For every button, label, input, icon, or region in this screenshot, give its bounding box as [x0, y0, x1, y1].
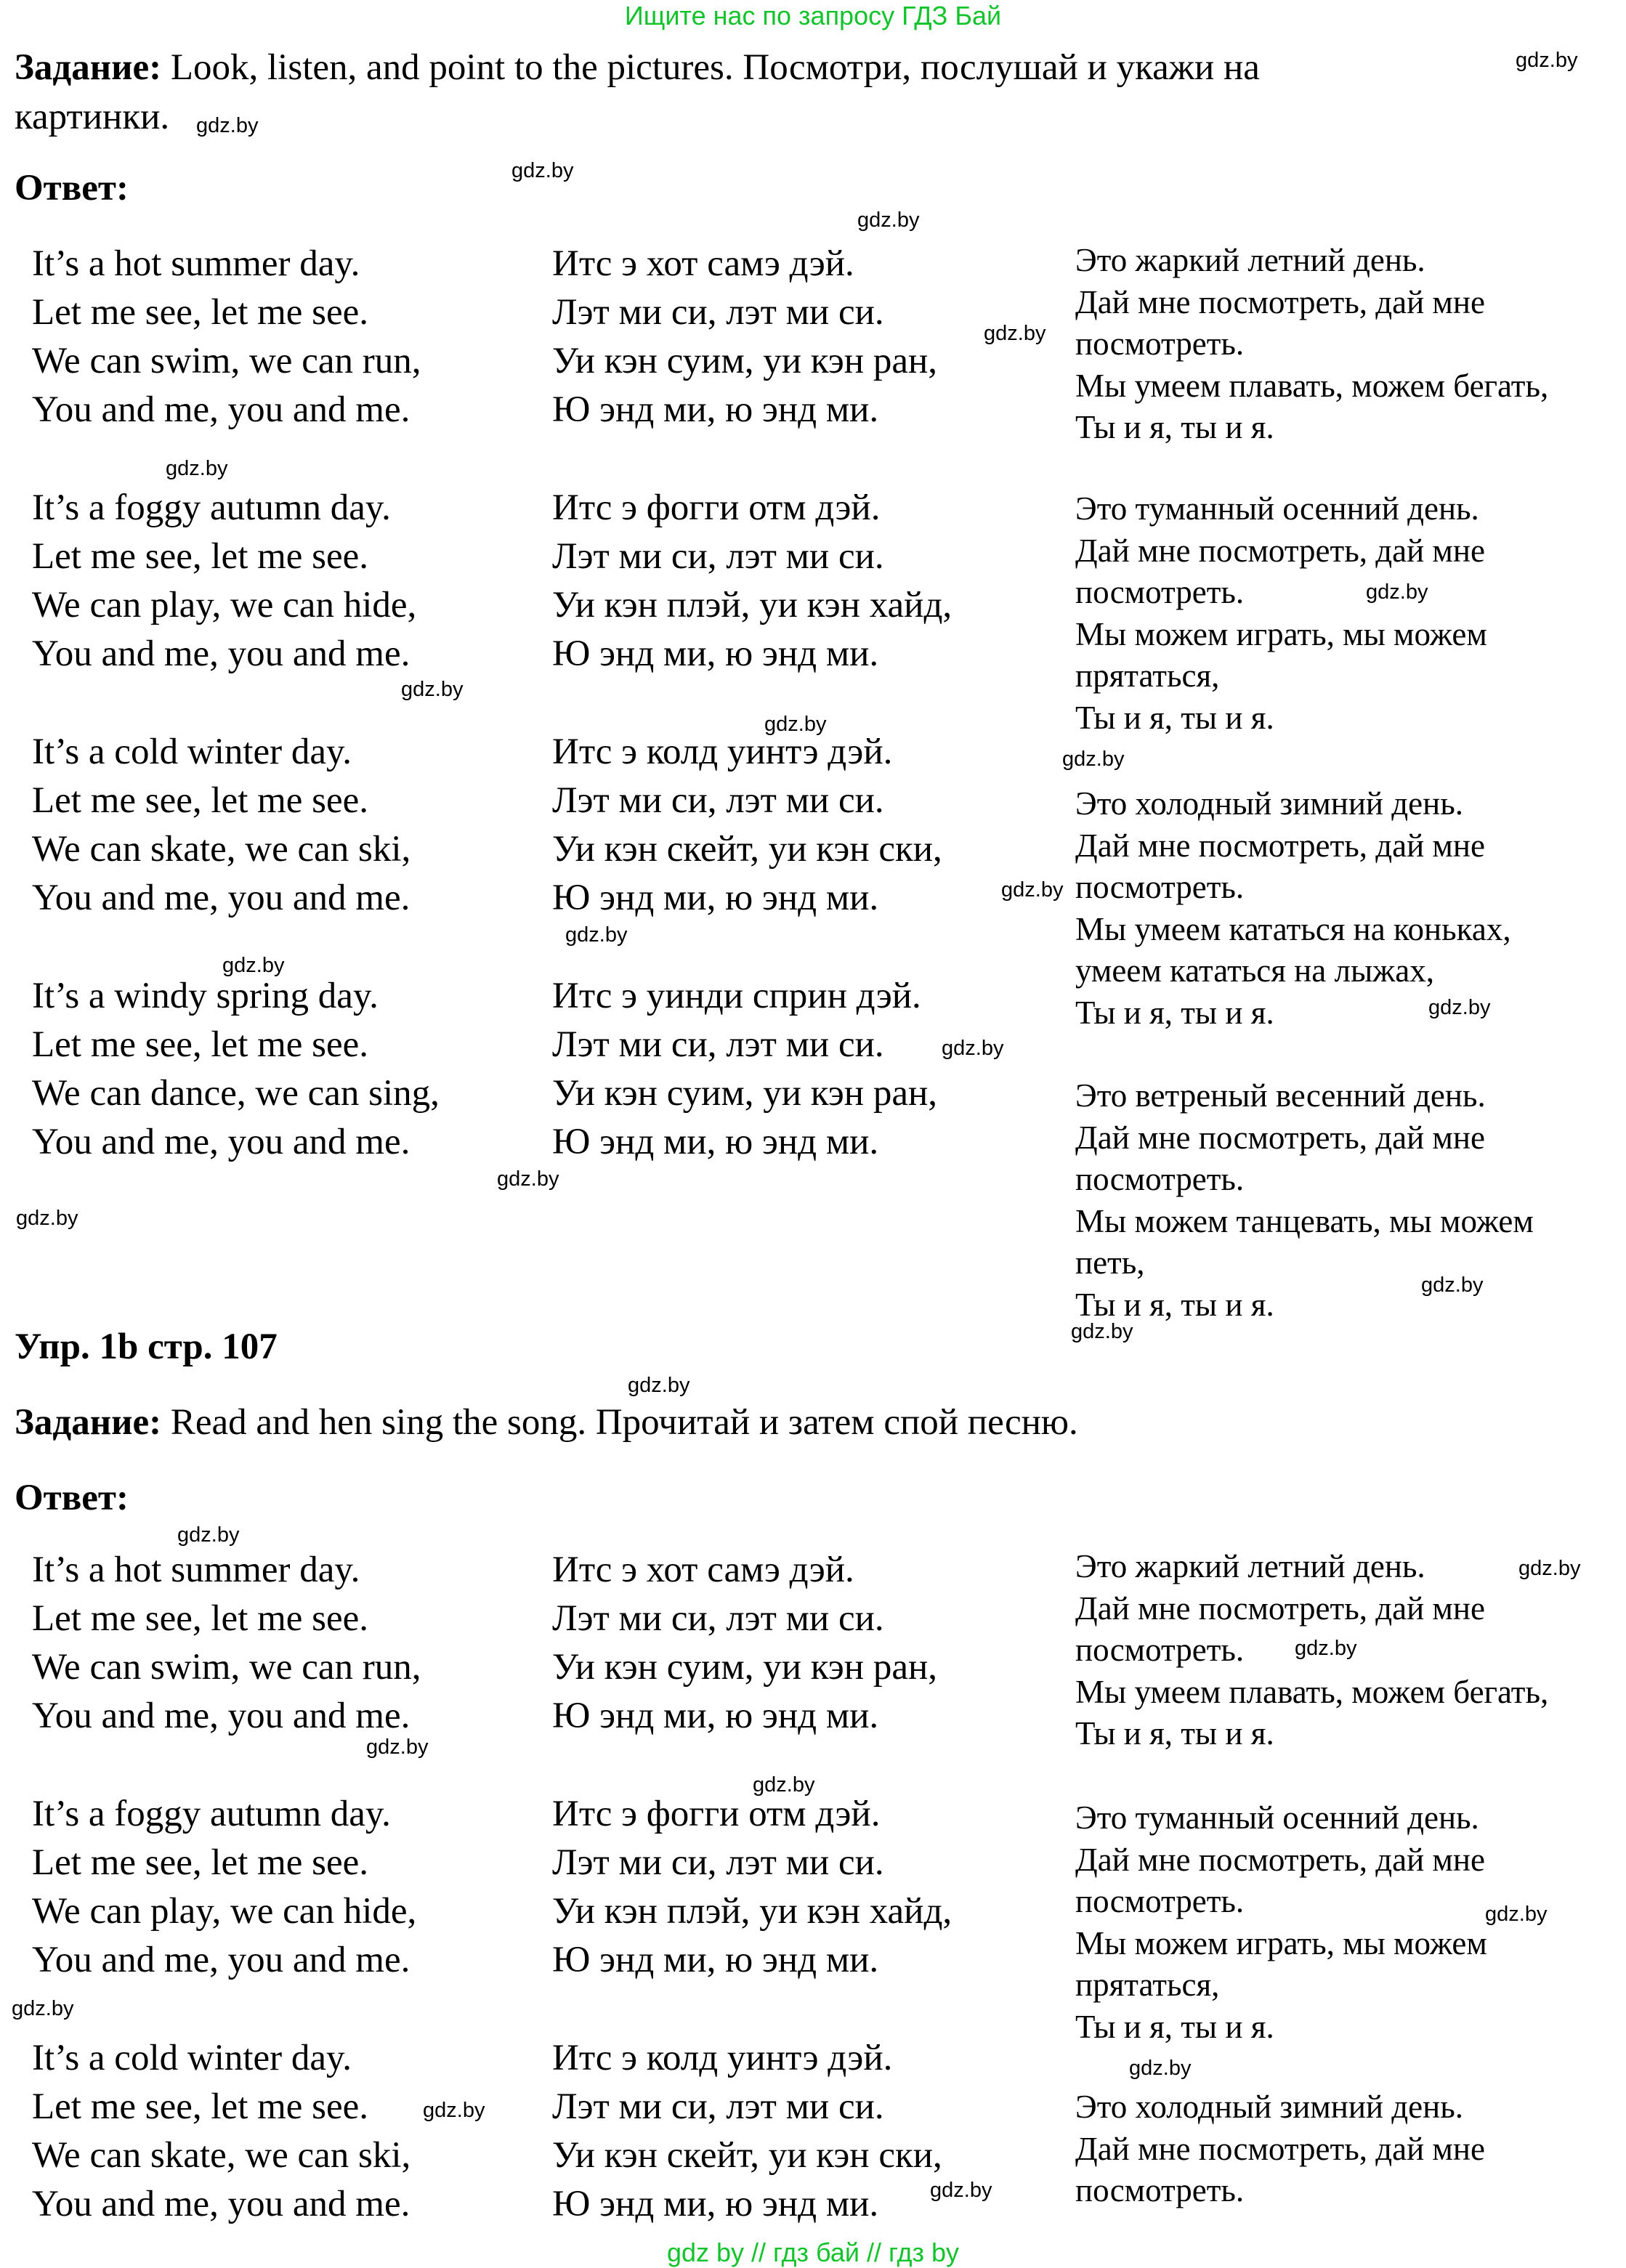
- transcription-line: Ю энд ми, ю энд ми.: [552, 2184, 879, 2224]
- russian-translation-line: Это ветреный весенний день.: [1075, 1077, 1486, 1114]
- transcription-line: Уи кэн суим, уи кэн ран,: [552, 341, 937, 381]
- english-lyrics: [32, 240, 421, 434]
- watermark: gdz.by: [12, 1997, 74, 2020]
- english-lyrics-line: We can play, we can hide,: [32, 1891, 417, 1932]
- russian-translation-line: Ты и я, ты и я.: [1075, 994, 1274, 1031]
- watermark: gdz.by: [753, 1773, 815, 1797]
- english-lyrics: [32, 1546, 421, 1741]
- russian-translation-line: посмотреть.: [1075, 2172, 1245, 2208]
- task2-label: Задание:: [15, 1402, 162, 1443]
- transcription-line: Итс э хот самэ дэй.: [552, 1550, 854, 1590]
- russian-translation-line: Дай мне посмотреть, дай мне: [1075, 1841, 1485, 1878]
- transcription-line: Уи кэн плэй, уи кэн хайд,: [552, 585, 952, 625]
- task1-text-line1: Look, listen, and point to the pictures. Посмотри, послушай и укажи на: [170, 47, 1260, 88]
- russian-translation-line: Дай мне посмотреть, дай мне: [1075, 1119, 1485, 1156]
- english-lyrics-line: You and me, you and me.: [32, 633, 410, 674]
- transcription-line: Ю энд ми, ю энд ми.: [552, 878, 879, 918]
- russian-translation-line: Это холодный зимний день.: [1075, 785, 1463, 822]
- transcription-line: Уи кэн скейт, уи кэн ски,: [552, 2135, 942, 2176]
- transcription-line: Ю энд ми, ю энд ми.: [552, 1940, 879, 1980]
- english-lyrics-line: We can play, we can hide,: [32, 585, 417, 625]
- english-lyrics-line: It’s a cold winter day.: [32, 2038, 352, 2078]
- english-lyrics-line: It’s a hot summer day.: [32, 1550, 360, 1590]
- answer-label-2: Ответ:: [15, 1478, 129, 1518]
- english-lyrics-line: Let me see, let me see.: [32, 780, 369, 821]
- english-lyrics-line: You and me, you and me.: [32, 1696, 410, 1736]
- task2-line: [15, 1400, 1078, 1445]
- english-lyrics-line: It’s a cold winter day.: [32, 732, 352, 772]
- russian-translation-line: посмотреть.: [1075, 1883, 1245, 1919]
- transcription-line: Уи кэн суим, уи кэн ран,: [552, 1647, 937, 1688]
- english-lyrics: [32, 2034, 410, 2229]
- transcription-line: Лэт ми си, лэт ми си.: [552, 2086, 884, 2127]
- transcription-line: Лэт ми си, лэт ми си.: [552, 536, 884, 577]
- english-lyrics-line: Let me see, let me see.: [32, 292, 369, 333]
- english-lyrics: [32, 972, 440, 1167]
- watermark: gdz.by: [1129, 2057, 1192, 2080]
- transcription-line: Уи кэн скейт, уи кэн ски,: [552, 829, 942, 870]
- transcription-line: Итс э колд уинтэ дэй.: [552, 2038, 893, 2078]
- english-lyrics-line: You and me, you and me.: [32, 389, 410, 430]
- transcription-line: Ю энд ми, ю энд ми.: [552, 633, 879, 674]
- english-lyrics-line: We can swim, we can run,: [32, 1647, 421, 1688]
- watermark: gdz.by: [930, 2179, 992, 2202]
- english-lyrics: [32, 1790, 416, 1985]
- transcription: [552, 240, 937, 434]
- task1-text-line2: картинки.: [15, 97, 170, 137]
- watermark: gdz.by: [1071, 1320, 1133, 1343]
- russian-translation: [1075, 2086, 1613, 2212]
- answer-label-1: Ответ:: [15, 168, 129, 208]
- transcription-line: Лэт ми си, лэт ми си.: [552, 292, 884, 333]
- watermark: gdz.by: [764, 713, 827, 736]
- english-lyrics-line: Let me see, let me see.: [32, 1024, 369, 1065]
- english-lyrics-line: You and me, you and me.: [32, 878, 410, 918]
- transcription-line: Уи кэн суим, уи кэн ран,: [552, 1073, 937, 1114]
- watermark: gdz.by: [1001, 878, 1064, 902]
- transcription-line: Итс э хот самэ дэй.: [552, 243, 854, 284]
- english-lyrics-line: It’s a foggy autumn day.: [32, 1794, 391, 1834]
- russian-translation-line: Мы можем танцевать, мы можем: [1075, 1202, 1534, 1239]
- english-lyrics-line: Let me see, let me see.: [32, 536, 369, 577]
- russian-translation-line: Дай мне посмотреть, дай мне: [1075, 532, 1485, 569]
- russian-translation-line: прятаться,: [1075, 1967, 1220, 2003]
- transcription-line: Уи кэн плэй, уи кэн хайд,: [552, 1891, 952, 1932]
- transcription-line: Итс э уинди сприн дэй.: [552, 976, 921, 1016]
- watermark: gdz.by: [1295, 1637, 1357, 1660]
- english-lyrics-line: It’s a hot summer day.: [32, 243, 360, 284]
- transcription-line: Лэт ми си, лэт ми си.: [552, 1024, 884, 1065]
- watermark: gdz.by: [222, 954, 285, 977]
- russian-translation-line: Дай мне посмотреть, дай мне: [1075, 283, 1485, 320]
- transcription-line: Лэт ми си, лэт ми си.: [552, 1598, 884, 1639]
- transcription: [552, 728, 942, 923]
- task1-label: Задание:: [15, 47, 162, 88]
- watermark: gdz.by: [857, 208, 920, 232]
- watermark: gdz.by: [1516, 49, 1578, 72]
- watermark: gdz.by: [166, 457, 228, 480]
- english-lyrics: [32, 728, 410, 923]
- russian-translation-line: Это туманный осенний день.: [1075, 490, 1479, 527]
- watermark: gdz.by: [497, 1167, 559, 1191]
- exercise2-heading: Упр. 1b стр. 107: [15, 1327, 278, 1367]
- watermark: gdz.by: [984, 322, 1046, 345]
- russian-translation-line: Это холодный зимний день.: [1075, 2089, 1463, 2125]
- russian-translation-line: Мы умеем кататься на коньках,: [1075, 910, 1511, 947]
- transcription-line: Итс э фогги отм дэй.: [552, 487, 881, 528]
- bottom-banner[interactable]: gdz by // гдз бай // гдз by: [666, 2237, 960, 2267]
- english-lyrics-line: You and me, you and me.: [32, 1122, 410, 1162]
- russian-translation-line: Мы умеем плавать, можем бегать,: [1075, 367, 1549, 404]
- transcription: [552, 1546, 937, 1741]
- watermark: gdz.by: [1062, 748, 1125, 771]
- english-lyrics-line: It’s a windy spring day.: [32, 976, 379, 1016]
- watermark: gdz.by: [423, 2099, 485, 2122]
- russian-translation-line: Ты и я, ты и я.: [1075, 409, 1274, 445]
- watermark: gdz.by: [177, 1523, 240, 1547]
- watermark: gdz.by: [401, 678, 464, 701]
- russian-translation-line: Мы можем играть, мы можем: [1075, 1924, 1487, 1961]
- english-lyrics-line: Let me see, let me see.: [32, 2086, 369, 2127]
- transcription: [552, 2034, 942, 2229]
- watermark: gdz.by: [366, 1736, 429, 1759]
- english-lyrics-line: We can swim, we can run,: [32, 341, 421, 381]
- russian-translation-line: Это жаркий летний день.: [1075, 242, 1425, 278]
- english-lyrics-line: We can dance, we can sing,: [32, 1073, 440, 1114]
- watermark: gdz.by: [16, 1207, 78, 1230]
- english-lyrics-line: We can skate, we can ski,: [32, 829, 411, 870]
- russian-translation-line: Это туманный осенний день.: [1075, 1799, 1479, 1836]
- russian-translation-line: Ты и я, ты и я.: [1075, 699, 1274, 736]
- transcription-line: Лэт ми си, лэт ми си.: [552, 1842, 884, 1883]
- russian-translation-line: Это жаркий летний день.: [1075, 1548, 1425, 1584]
- russian-translation-line: Ты и я, ты и я.: [1075, 2008, 1274, 2045]
- english-lyrics-line: Let me see, let me see.: [32, 1598, 369, 1639]
- transcription: [552, 484, 952, 679]
- watermark: gdz.by: [1366, 580, 1428, 604]
- russian-translation-line: Дай мне посмотреть, дай мне: [1075, 827, 1485, 864]
- watermark: gdz.by: [628, 1374, 690, 1397]
- russian-translation: [1075, 488, 1613, 739]
- watermark: gdz.by: [1518, 1557, 1581, 1580]
- english-lyrics-line: It’s a foggy autumn day.: [32, 487, 391, 528]
- russian-translation-line: Дай мне посмотреть, дай мне: [1075, 2130, 1485, 2167]
- watermark: gdz.by: [196, 114, 259, 137]
- transcription-line: Лэт ми си, лэт ми си.: [552, 780, 884, 821]
- transcription-line: Ю энд ми, ю энд ми.: [552, 389, 879, 430]
- russian-translation-line: прятаться,: [1075, 657, 1220, 694]
- english-lyrics-line: You and me, you and me.: [32, 1940, 410, 1980]
- english-lyrics-line: Let me see, let me see.: [32, 1842, 369, 1883]
- russian-translation-line: Дай мне посмотреть, дай мне: [1075, 1589, 1485, 1627]
- russian-translation: [1075, 1075, 1613, 1326]
- russian-translation: [1075, 240, 1613, 449]
- task2-text: Read and hen sing the song. Прочитай и затем спой песню.: [170, 1402, 1078, 1443]
- russian-translation-line: посмотреть.: [1075, 1161, 1245, 1197]
- watermark: gdz.by: [511, 159, 574, 182]
- russian-translation-line: посмотреть.: [1075, 869, 1245, 905]
- russian-translation-line: посмотреть.: [1075, 325, 1245, 362]
- transcription-line: Итс э колд уинтэ дэй.: [552, 732, 893, 772]
- russian-translation-line: посмотреть.: [1075, 1632, 1245, 1668]
- english-lyrics: [32, 484, 416, 679]
- watermark: gdz.by: [942, 1037, 1004, 1060]
- english-lyrics-line: You and me, you and me.: [32, 2184, 410, 2224]
- watermark: gdz.by: [565, 923, 628, 947]
- watermark: gdz.by: [1421, 1273, 1484, 1297]
- russian-translation-line: петь,: [1075, 1244, 1145, 1281]
- russian-translation-line: умеем кататься на лыжах,: [1075, 952, 1434, 989]
- top-banner[interactable]: Ищите нас по запросу ГДЗ Бай: [624, 1, 1002, 31]
- russian-translation-line: Ты и я, ты и я.: [1075, 1715, 1274, 1751]
- transcription-line: Итс э фогги отм дэй.: [552, 1794, 881, 1834]
- transcription-line: Ю энд ми, ю энд ми.: [552, 1122, 879, 1162]
- english-lyrics-line: We can skate, we can ski,: [32, 2135, 411, 2176]
- transcription: [552, 1790, 952, 1985]
- task1-line1: [15, 45, 1260, 90]
- task1-line2: [15, 94, 169, 139]
- transcription-line: Ю энд ми, ю энд ми.: [552, 1696, 879, 1736]
- russian-translation-line: Мы умеем плавать, можем бегать,: [1075, 1673, 1549, 1710]
- transcription: [552, 972, 937, 1167]
- watermark: gdz.by: [1428, 996, 1491, 1019]
- russian-translation-line: посмотреть.: [1075, 574, 1245, 610]
- watermark: gdz.by: [1485, 1903, 1548, 1926]
- russian-translation-line: Мы можем играть, мы можем: [1075, 615, 1487, 652]
- russian-translation-line: Ты и я, ты и я.: [1075, 1286, 1274, 1323]
- russian-translation: [1075, 783, 1613, 1034]
